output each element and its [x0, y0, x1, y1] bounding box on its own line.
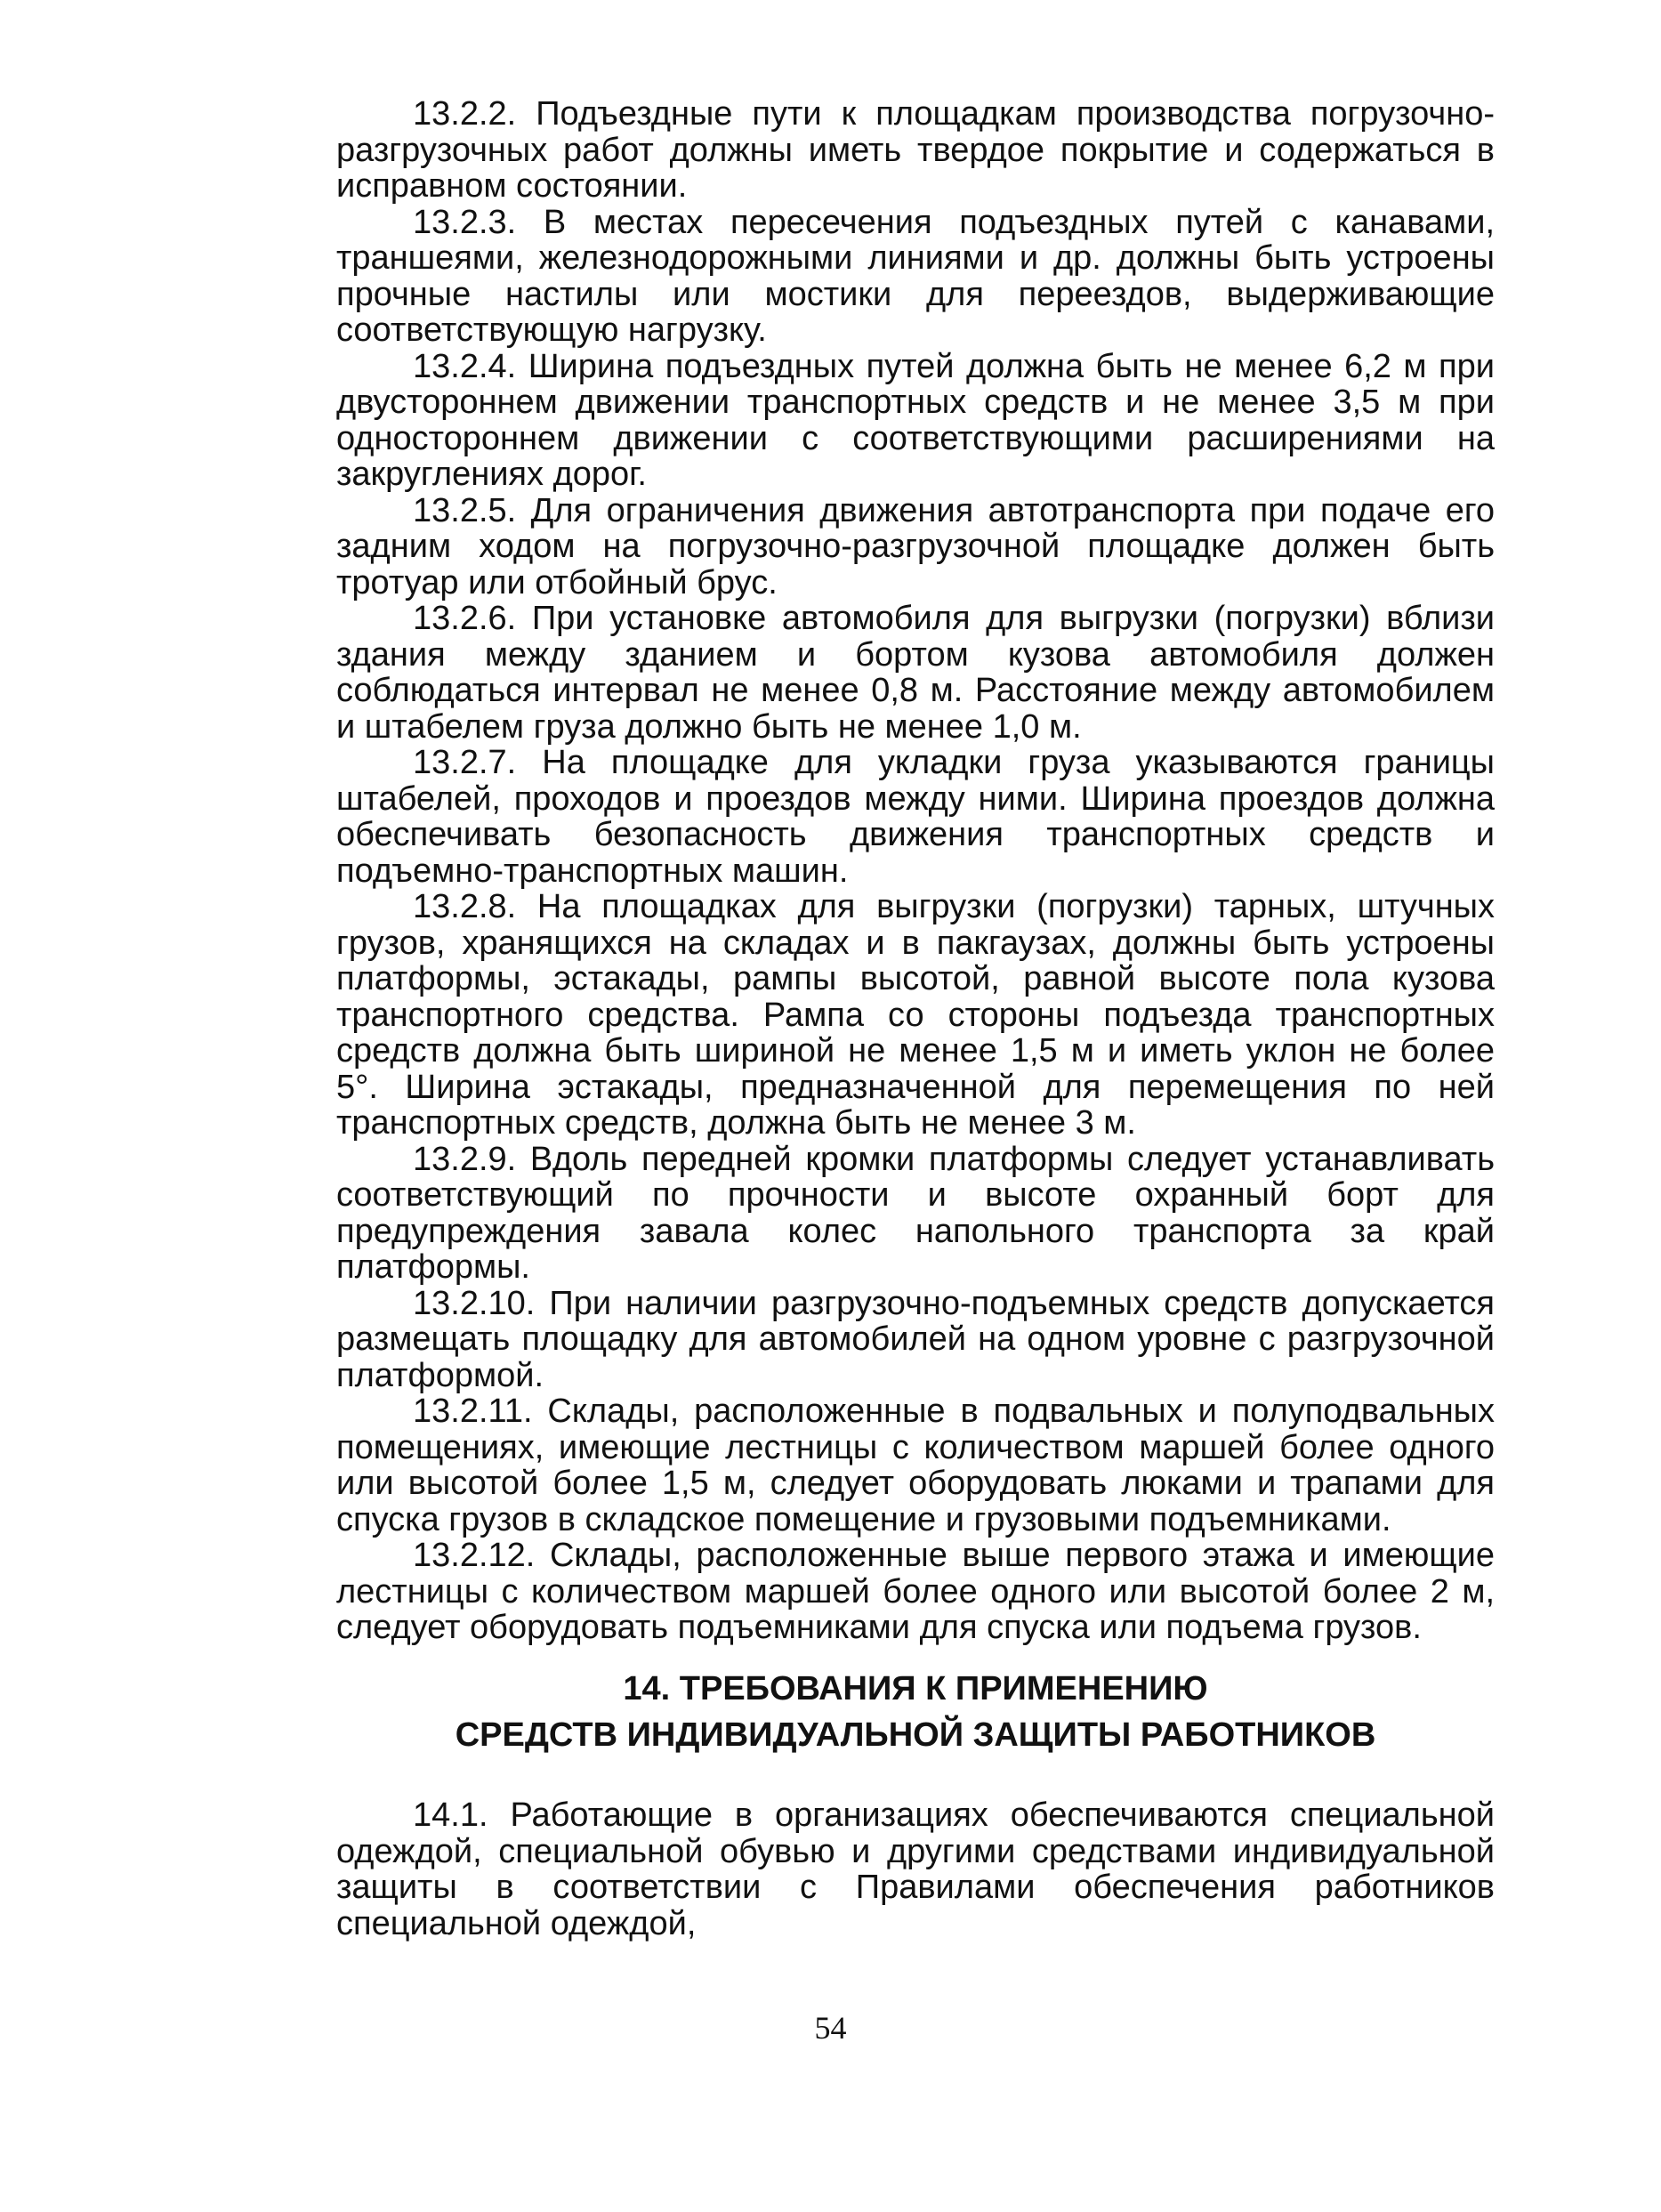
paragraph-13-2-10: 13.2.10. При наличии разгрузочно-подъемных средств допускается размещать площадку для автомобилей на одном уровне с разгрузочной платформой. — [336, 1284, 1495, 1394]
paragraph-13-2-5: 13.2.5. Для ограничения движения автотранспорта при подаче его задним ходом на погрузочно-разгрузочной площадке должен быть тротуар или отбойный брус. — [336, 491, 1495, 601]
paragraph-13-2-6: 13.2.6. При установке автомобиля для выгрузки (погрузки) вблизи здания между зданием и бортом кузова автомобиля должен соблюдаться интервал не менее 0,8 м. Расстояние между автомобилем и штабелем груза должно быть не менее 1,0 м. — [336, 600, 1495, 746]
paragraph-14-1: 14.1. Работающие в организациях обеспечиваются специальной одеждой, специальной обувью и другими средствами индивидуальной защиты в соответствии с Правилами обеспечения работников специальной одеждой, — [336, 1796, 1495, 1942]
paragraph-13-2-3: 13.2.3. В местах пересечения подъездных путей с канавами, траншеями, железнодорожными линиями и др. должны быть устроены прочные настилы или мостики для переездов, выдерживающие соответствующую нагрузку. — [336, 203, 1495, 349]
section-heading-line-2: СРЕДСТВ ИНДИВИДУАЛЬНОЙ ЗАЩИТЫ РАБОТНИКОВ — [455, 1716, 1376, 1754]
paragraph-13-2-4: 13.2.4. Ширина подъездных путей должна быть не менее 6,2 м при двустороннем движении транспортных средств и не менее 3,5 м при одностороннем движении с соответствующими расширениями на закруглениях дорог. — [336, 347, 1495, 493]
paragraph-13-2-12: 13.2.12. Склады, расположенные выше первого этажа и имеющие лестницы с количеством маршей более одного или высотой более 2 м, следует оборудовать подъемниками для спуска или подъема грузов. — [336, 1537, 1495, 1646]
paragraph-13-2-9: 13.2.9. Вдоль передней кромки платформы следует устанавливать соответствующий по прочности и высоте охранный борт для предупреждения завала колес напольного транспорта за край платформы. — [336, 1140, 1495, 1286]
section-14-text — [336, 1797, 1495, 1942]
section-13-2-text — [336, 96, 1495, 1646]
paragraph-13-2-7: 13.2.7. На площадке для укладки груза указываются границы штабелей, проходов и проездов между ними. Ширина проездов должна обеспечивать безопасность движения транспортных средств и подъемно-транспортных машин. — [336, 744, 1495, 890]
section-14-heading — [336, 1666, 1495, 1758]
paragraph-13-2-11: 13.2.11. Склады, расположенные в подвальных и полуподвальных помещениях, имеющие лестницы с количеством маршей более одного или высотой более 1,5 м, следует оборудовать люками и трапами для спуска грузов в складское помещение и грузовыми подъемниками. — [336, 1393, 1495, 1538]
page-number: 54 — [814, 2010, 847, 2046]
paragraph-13-2-2: 13.2.2. Подъездные пути к площадкам производства погрузочно-разгрузочных работ должны иметь твердое покрытие и содержаться в исправном состоянии. — [336, 95, 1495, 205]
paragraph-13-2-8: 13.2.8. На площадках для выгрузки (погрузки) тарных, штучных грузов, хранящихся на складах и в пакгаузах, должны быть устроены платформы, эстакады, рампы высотой, равной высоте пола кузова транспортного средства. Рампа со стороны подъезда транспортных средств должна быть шириной не менее 1,5 м и иметь уклон не более 5°. Ширина эстакады, предназначенной для перемещения по ней транспортных средств, должна быть не менее 3 м. — [336, 888, 1495, 1142]
section-heading-line-1: 14. ТРЕБОВАНИЯ К ПРИМЕНЕНИЮ — [623, 1670, 1208, 1707]
